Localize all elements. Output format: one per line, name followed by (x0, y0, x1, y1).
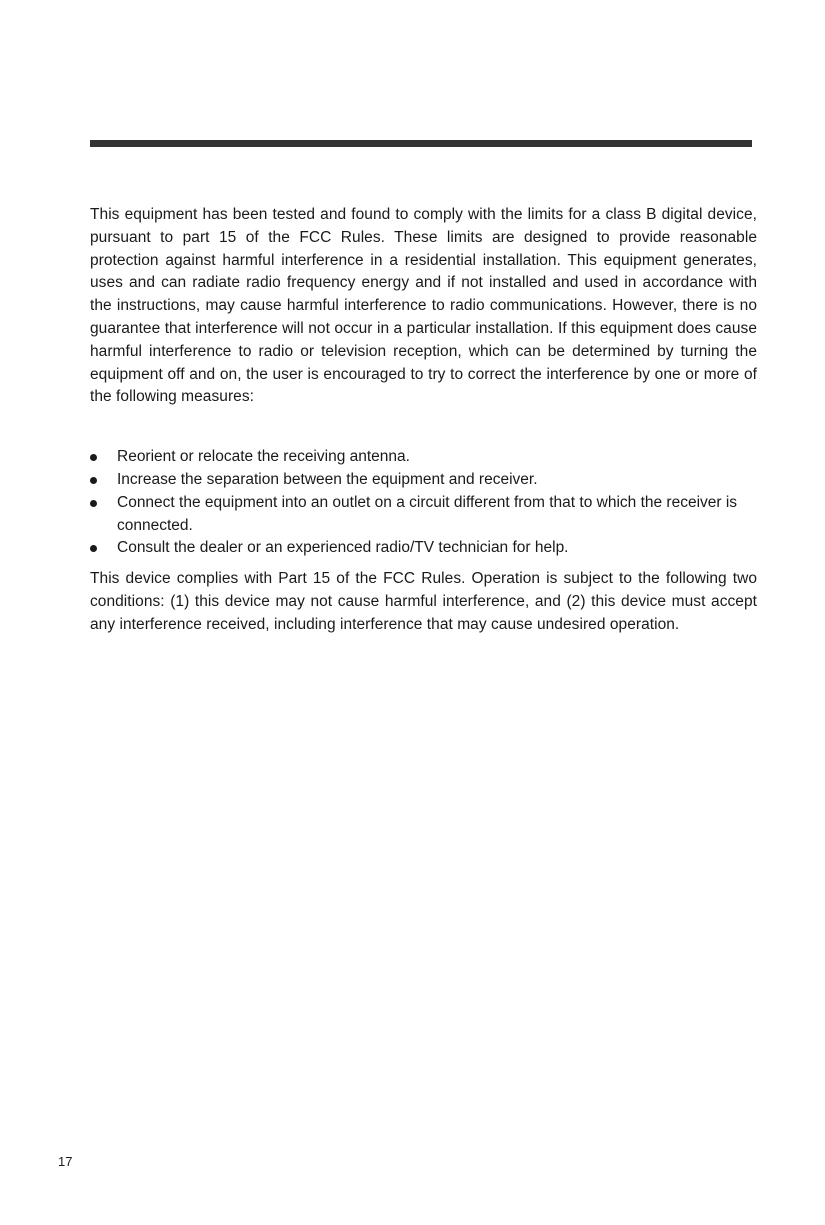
bullet-icon (90, 500, 97, 507)
measures-list-wrap (90, 446, 757, 560)
list-item (90, 492, 757, 538)
header-rule (90, 140, 752, 147)
intro-paragraph: This equipment has been tested and found to comply with the limits for a class B digital device, pursuant to part 15 of the FCC Rules. These limits are designed to provide reasonable protection against harmful interference in a residential installation. This equipment generates, uses and can radiate radio frequency energy and if not installed and used in accordance with the instructions, may cause harmful interference to radio communications. However, there is no guarantee that interference will not occur in a particular installation. If this equipment does cause harmful interference to radio or television reception, which can be determined by turning the equipment off and on, the user is encouraged to try to correct the interference by one or more of the following measures: (90, 206, 757, 406)
measure-text: Increase the separation between the equipment and receiver. (117, 470, 538, 488)
page-number: 17 (58, 1154, 73, 1169)
measure-text: Connect the equipment into an outlet on a circuit different from that to which the receiver is connected. (117, 493, 738, 534)
list-item (90, 446, 757, 469)
bullet-icon (90, 454, 97, 461)
measures-list (90, 446, 757, 560)
list-item (90, 469, 757, 492)
bullet-icon (90, 477, 97, 484)
measure-text: Consult the dealer or an experienced radio/TV technician for help. (117, 539, 569, 557)
measure-text: Reorient or relocate the receiving antenna. (117, 448, 410, 466)
compliance-paragraph: This device complies with Part 15 of the FCC Rules. Operation is subject to the following two conditions: (1) this device may not cause harmful interference, and (2) this device must accept any interference received, including interference that may cause undesired operation. (90, 570, 757, 633)
list-item (90, 537, 757, 560)
bullet-icon (90, 545, 97, 552)
fcc-statement (90, 204, 757, 637)
